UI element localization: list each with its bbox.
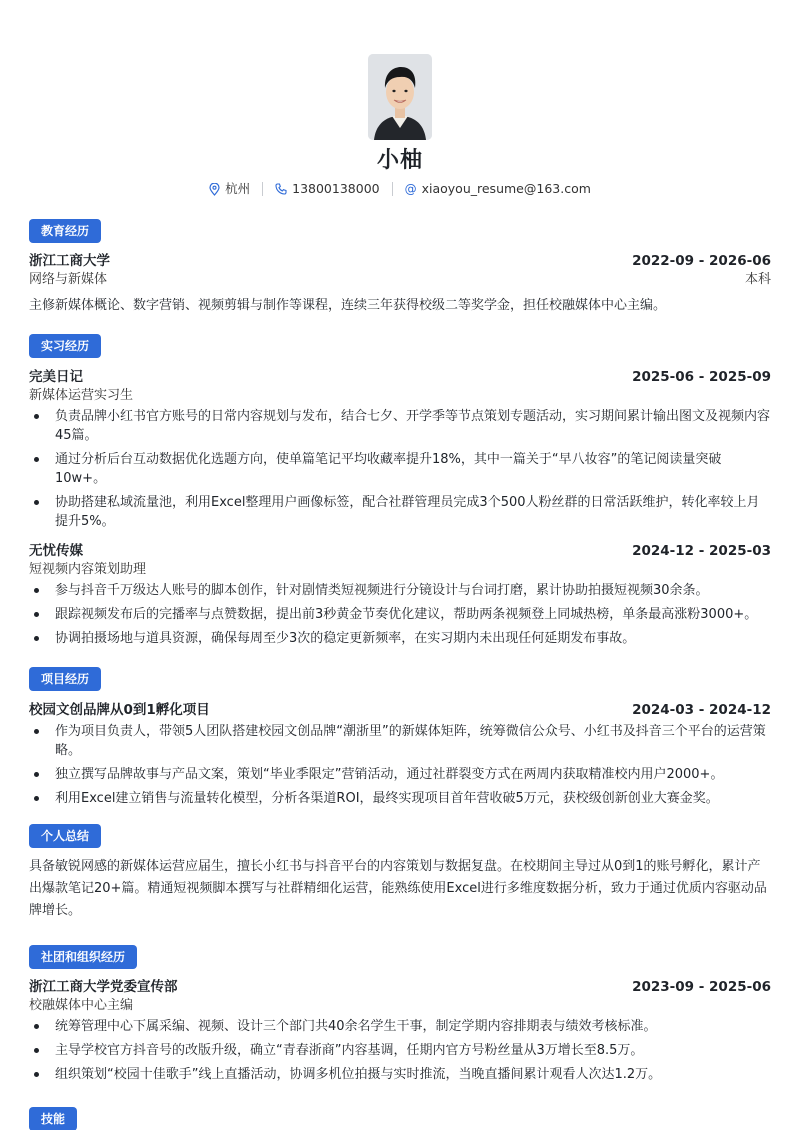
education-date: 2022-09 - 2026-06: [632, 253, 771, 269]
candidate-name: 小柚: [376, 148, 423, 173]
section-title-summary: 个人总结: [29, 824, 101, 848]
club-entry-head: [29, 978, 771, 997]
list-item: 参与抖音千万级达人账号的脚本创作，针对剧情类短视频进行分镜设计与台词打磨，累计协助拍摄短视频30余条。: [29, 581, 771, 600]
project-bullets: [29, 722, 771, 808]
project-entry-head: [29, 701, 771, 720]
club-section: [29, 945, 771, 1089]
resume-header: [29, 0, 771, 198]
internship-entry: [29, 542, 771, 648]
club-bullets: [29, 1017, 771, 1084]
company-name: 无忧传媒: [29, 543, 83, 559]
list-item: 协调拍摄场地与道具资源，确保每周至少3次的稳定更新频率，在实习期内未出现任何延期发布事故。: [29, 629, 771, 648]
phone-text: 13800138000: [292, 181, 380, 196]
contact-info: [29, 180, 771, 198]
education-description: 主修新媒体概论、数字营销、视频剪辑与制作等课程，连续三年获得校级二等奖学金，担任校融媒体中心主编。: [29, 298, 667, 313]
internship-bullets: [29, 581, 771, 648]
email-text: xiaoyou_resume@163.com: [421, 181, 591, 196]
internship-section: [29, 334, 771, 653]
contact-location: [197, 180, 262, 198]
internship-entry-head: [29, 542, 771, 561]
school-name: 浙江工商大学: [29, 253, 110, 269]
company-name: 完美日记: [29, 369, 83, 385]
contact-email: [393, 180, 603, 198]
education-entry-head: [29, 252, 771, 271]
education-entry-sub: [29, 271, 771, 289]
list-item: 协助搭建私域流量池，利用Excel整理用户画像标签，配合社群管理员完成3个500人粉丝群的日常活跃维护，转化率较上月提升5%。: [29, 493, 771, 531]
internship-date: 2025-06 - 2025-09: [632, 369, 771, 385]
degree: 本科: [744, 272, 771, 287]
project-date: 2024-03 - 2024-12: [632, 702, 771, 718]
list-item: 利用Excel建立销售与流量转化模型，分析各渠道ROI，最终实现项目首年营收破5万元，获校级创新创业大赛金奖。: [29, 789, 771, 808]
avatar: [368, 54, 432, 140]
contact-phone: [263, 180, 391, 198]
section-title-education: 教育经历: [29, 219, 101, 243]
club-date: 2023-09 - 2025-06: [632, 979, 771, 995]
summary-text: 具备敏锐网感的新媒体运营应届生，擅长小红书与抖音平台的内容策划与数据复盘。在校期间主导过从0到1的账号孵化，累计产出爆款笔记20+篇。精通短视频脚本撰写与社群精细化运营，能熟练使用Excel进行多维度数据分析，致力于通过优质内容驱动品牌增长。: [29, 859, 767, 918]
at-sign-icon: @: [404, 182, 417, 196]
internship-role: 新媒体运营实习生: [29, 388, 134, 403]
project-name: 校园文创品牌从0到1孵化项目: [29, 702, 210, 718]
major: 网络与新媒体: [29, 272, 108, 287]
list-item: 组织策划“校园十佳歌手”线上直播活动，协调多机位拍摄与实时推流，当晚直播间累计观看人次达1.2万。: [29, 1065, 771, 1084]
internship-entry: [29, 368, 771, 531]
location-text: 杭州: [225, 181, 251, 196]
summary-section: [29, 824, 771, 922]
location-pin-icon: [209, 183, 220, 196]
club-role: 校融媒体中心主编: [29, 998, 134, 1013]
skills-section: [29, 1107, 771, 1130]
section-title-project: 项目经历: [29, 667, 101, 691]
list-item: 主导学校官方抖音号的改版升级，确立“青春浙商”内容基调，任期内官方号粉丝量从3万增长至8.5万。: [29, 1041, 771, 1060]
section-title-internship: 实习经历: [29, 334, 101, 358]
project-section: [29, 667, 771, 813]
list-item: 负责品牌小红书官方账号的日常内容规划与发布，结合七夕、开学季等节点策划专题活动，实习期间累计输出图文及视频内容45篇。: [29, 407, 771, 445]
education-section: [29, 219, 771, 317]
phone-icon: [275, 183, 287, 195]
list-item: 跟踪视频发布后的完播率与点赞数据，提出前3秒黄金节奏优化建议，帮助两条视频登上同城热榜，单条最高涨粉3000+。: [29, 605, 771, 624]
list-item: 统筹管理中心下属采编、视频、设计三个部门共40余名学生干事，制定学期内容排期表与绩效考核标准。: [29, 1017, 771, 1036]
section-title-club: 社团和组织经历: [29, 945, 137, 969]
internship-entry-head: [29, 368, 771, 387]
org-name: 浙江工商大学党委宣传部: [29, 979, 178, 995]
internship-role: 短视频内容策划助理: [29, 562, 147, 577]
internship-bullets: [29, 407, 771, 531]
list-item: 通过分析后台互动数据优化选题方向，使单篇笔记平均收藏率提升18%，其中一篇关于“早八妆容”的笔记阅读量突破10w+。: [29, 450, 771, 488]
internship-date: 2024-12 - 2025-03: [632, 543, 771, 559]
list-item: 作为项目负责人，带领5人团队搭建校园文创品牌“潮浙里”的新媒体矩阵，统筹微信公众号、小红书及抖音三个平台的运营策略。: [29, 722, 771, 760]
avatar-photo-icon: [368, 54, 432, 140]
list-item: 独立撰写品牌故事与产品文案，策划“毕业季限定”营销活动，通过社群裂变方式在两周内获取精准校内用户2000+。: [29, 765, 771, 784]
section-title-skills: 技能: [29, 1107, 77, 1130]
